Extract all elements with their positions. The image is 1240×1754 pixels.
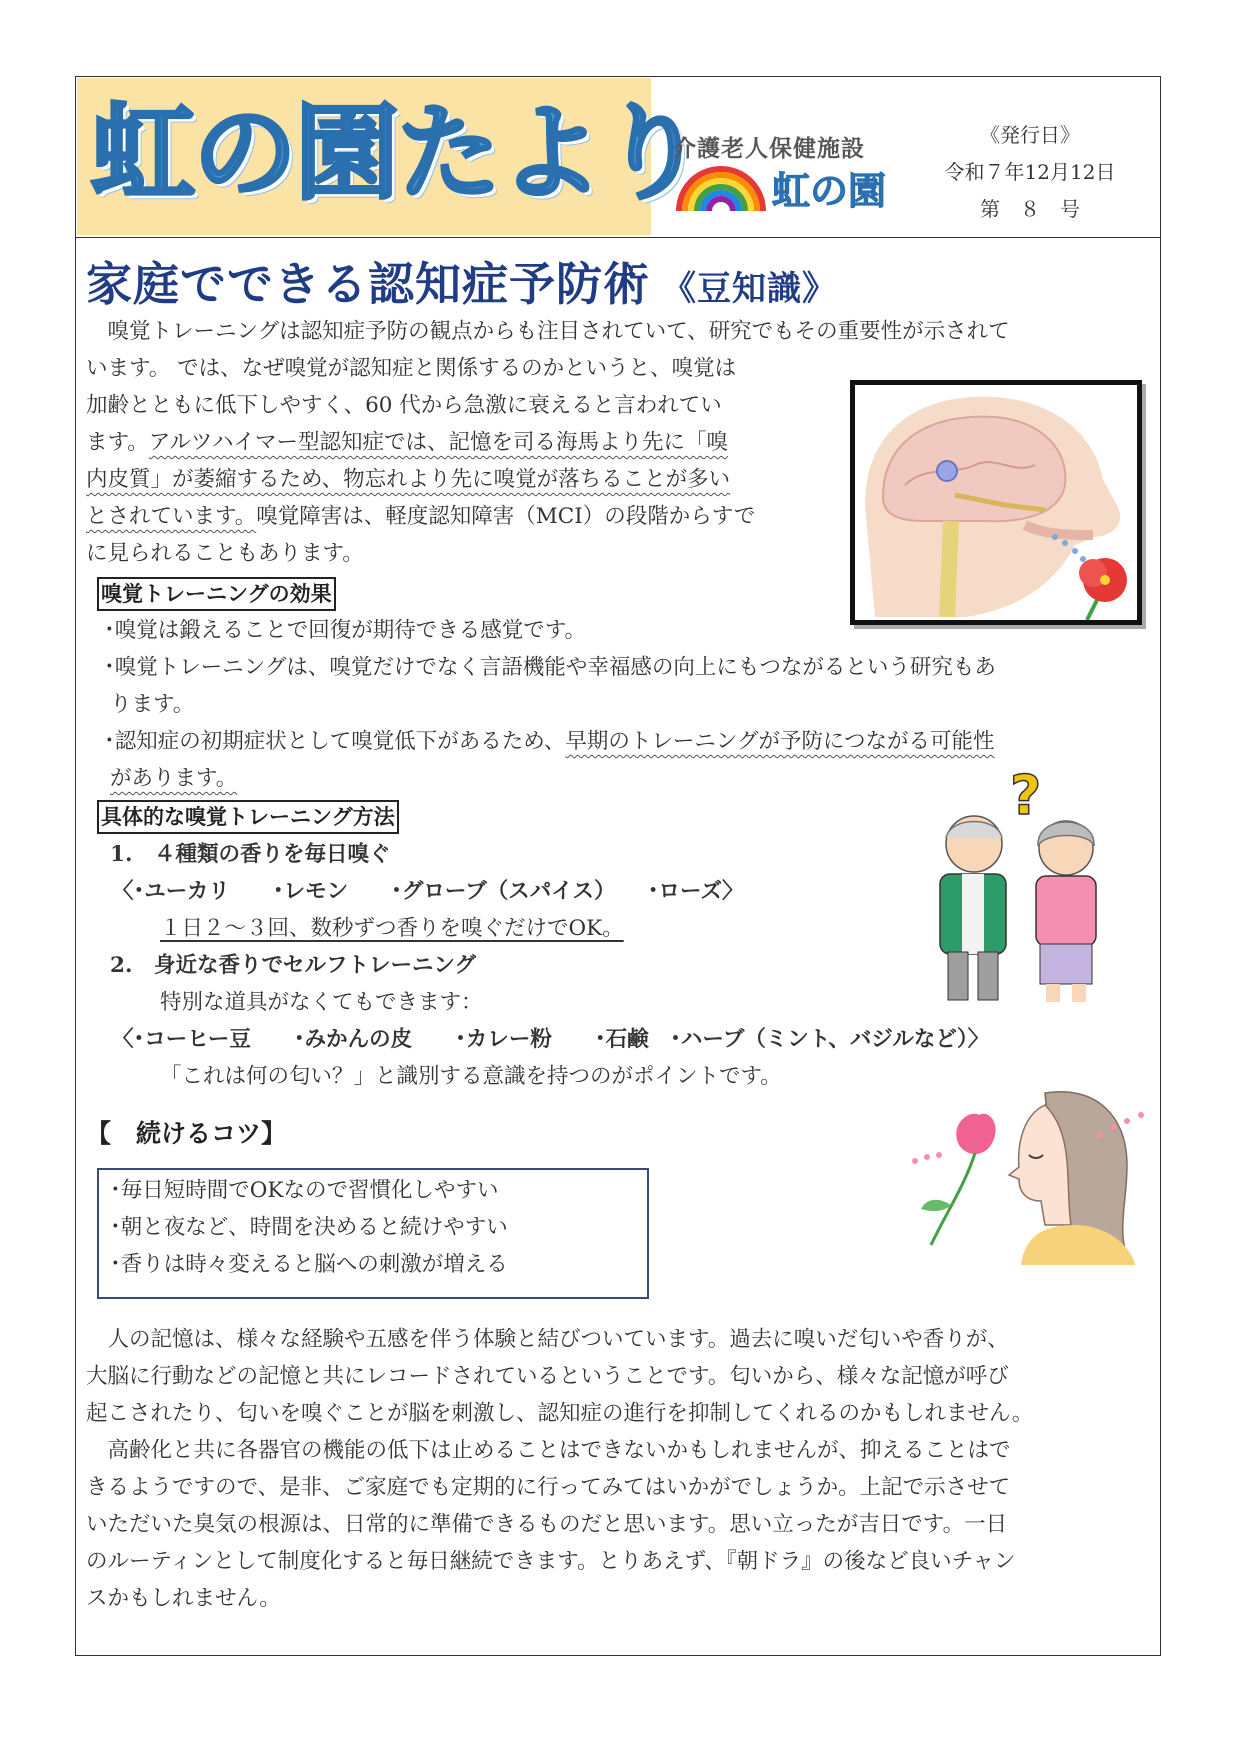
intro-line-6 (86, 498, 755, 535)
method-1-note: １日２〜３回、数秒ずつ香りを嗅ぐだけでOK。 (160, 916, 624, 941)
intro-line-7: に見られることもあります。 (86, 541, 364, 566)
svg-text:?: ? (1010, 764, 1042, 827)
closing-line-8: スかもしれません。 (86, 1586, 281, 1611)
article-title-text: 家庭でできる認知症予防術 (86, 257, 650, 311)
closing-line-7: のルーティンとして制度化すると毎日継続できます。とりあえず、『朝ドラ』の後など良いチャン (86, 1549, 1016, 1574)
elderly-couple-illustration (922, 762, 1122, 1012)
intro-line-4 (86, 424, 728, 461)
newsletter-banner (77, 78, 704, 235)
closing-line-3: 起こされたり、匂いを嗅ぐことが脳を刺激し、認知症の進行を抑制してくれるのかもしれません。 (86, 1401, 1034, 1426)
intro-line-1: 嗅覚トレーニングは認知症予防の観点からも注目されていて、研究でもその重要性が示されて (86, 319, 1010, 344)
facility-type: 介護老人保健施設 (673, 136, 865, 162)
rainbow-logo-icon (675, 165, 767, 213)
effects-bullet-2-cont: ります。 (110, 692, 195, 717)
tip-3: ･香りは時々変えると脳への刺激が増える (110, 1252, 508, 1277)
brain-smell-drawing (855, 385, 1137, 620)
effects-bullet-3 (104, 723, 995, 760)
intro-line-5: 内皮質」が萎縮するため、物忘れより先に嗅覚が落ちることが多い (86, 467, 731, 492)
intro-line-4a: ます。 (86, 430, 149, 455)
method-2-items: 〈･コーヒー豆 ･みかんの皮 ･カレー粉 ･石鹸 ･ハーブ（ミント、バジルなど）〉 (112, 1027, 990, 1052)
effects-bullet-3a: ･認知症の初期症状として嗅覚低下があるため、 (104, 729, 566, 754)
method-1-items: 〈･ユーカリ ･レモン ･グローブ（スパイス） ･ローズ〉 (112, 879, 744, 904)
intro-line-6b: 嗅覚障害は、軽度認知障害（MCI）の段階からすで (256, 504, 756, 529)
article-title (86, 248, 837, 314)
brain-smell-illustration (850, 380, 1142, 625)
intro-line-4b: アルツハイマー型認知症では、記憶を司る海馬より先に「嗅 (148, 430, 728, 455)
issue-date: 令和７年12月12日 (944, 160, 1116, 184)
method-2-point: 「これは何の匂い？」と識別する意識を持つのがポイントです。 (160, 1064, 782, 1089)
method-2: 2. 身近な香りでセルフトレーニング (110, 953, 477, 978)
closing-line-4: 高齢化と共に各器官の機能の低下は止めることはできないかもしれませんが、抑えることはで (86, 1438, 1011, 1463)
effects-bullet-1: ･嗅覚は鍛えることで回復が期待できる感覚です。 (104, 618, 587, 643)
effects-bullet-3b: 早期のトレーニングが予防につながる可能性 (565, 729, 995, 754)
effects-bullet-3-cont: があります。 (110, 766, 238, 791)
header-divider (75, 237, 1161, 238)
issue-label: 《発行日》 (980, 123, 1080, 147)
article-title-tag: 《豆知識》 (662, 269, 837, 309)
effects-heading: 嗅覚トレーニングの効果 (97, 577, 336, 611)
intro-line-6a: とされています。 (86, 504, 257, 529)
newsletter-title: 虹の園たより (91, 92, 704, 214)
method-1: 1. ４種類の香りを毎日嗅ぐ (110, 842, 391, 867)
tip-1: ･毎日短時間でOKなので習慣化しやすい (110, 1178, 499, 1203)
issue-number: 第 ８ 号 (980, 197, 1080, 221)
closing-line-6: いただいた臭気の根源は、日常的に準備できるものだと思います。思い立ったが吉日です。一日 (86, 1512, 1008, 1537)
tips-heading: 【 続けるコツ】 (86, 1119, 287, 1148)
facility-name: 虹の園 (772, 169, 887, 213)
tip-2: ･朝と夜など、時間を決めると続けやすい (110, 1215, 508, 1240)
intro-line-2: います。 では、なぜ嗅覚が認知症と関係するのかというと、嗅覚は (86, 356, 737, 381)
methods-heading: 具体的な嗅覚トレーニング方法 (97, 800, 399, 834)
method-2-note: 特別な道具がなくてもできます： (160, 990, 483, 1015)
closing-line-1: 人の記憶は、様々な経験や五感を伴う体験と結びついています。過去に嗅いだ匂いや香りが、 (86, 1327, 1009, 1352)
closing-line-5: きるようですので、是非、ご家庭でも定期的に行ってみてはいかがでしょうか。上記で示させて (86, 1475, 1011, 1500)
closing-line-2: 大脳に行動などの記憶と共にレコードされているということです。匂いから、様々な記憶が呼び (86, 1364, 1009, 1389)
intro-line-3: 加齢とともに低下しやすく、60 代から急激に衰えると言われてい (86, 393, 722, 418)
woman-smelling-flower-illustration (895, 1075, 1155, 1265)
issue-info (920, 117, 1140, 228)
effects-bullet-2: ･嗅覚トレーニングは、嗅覚だけでなく言語機能や幸福感の向上にもつながるという研究もあ (104, 655, 996, 680)
